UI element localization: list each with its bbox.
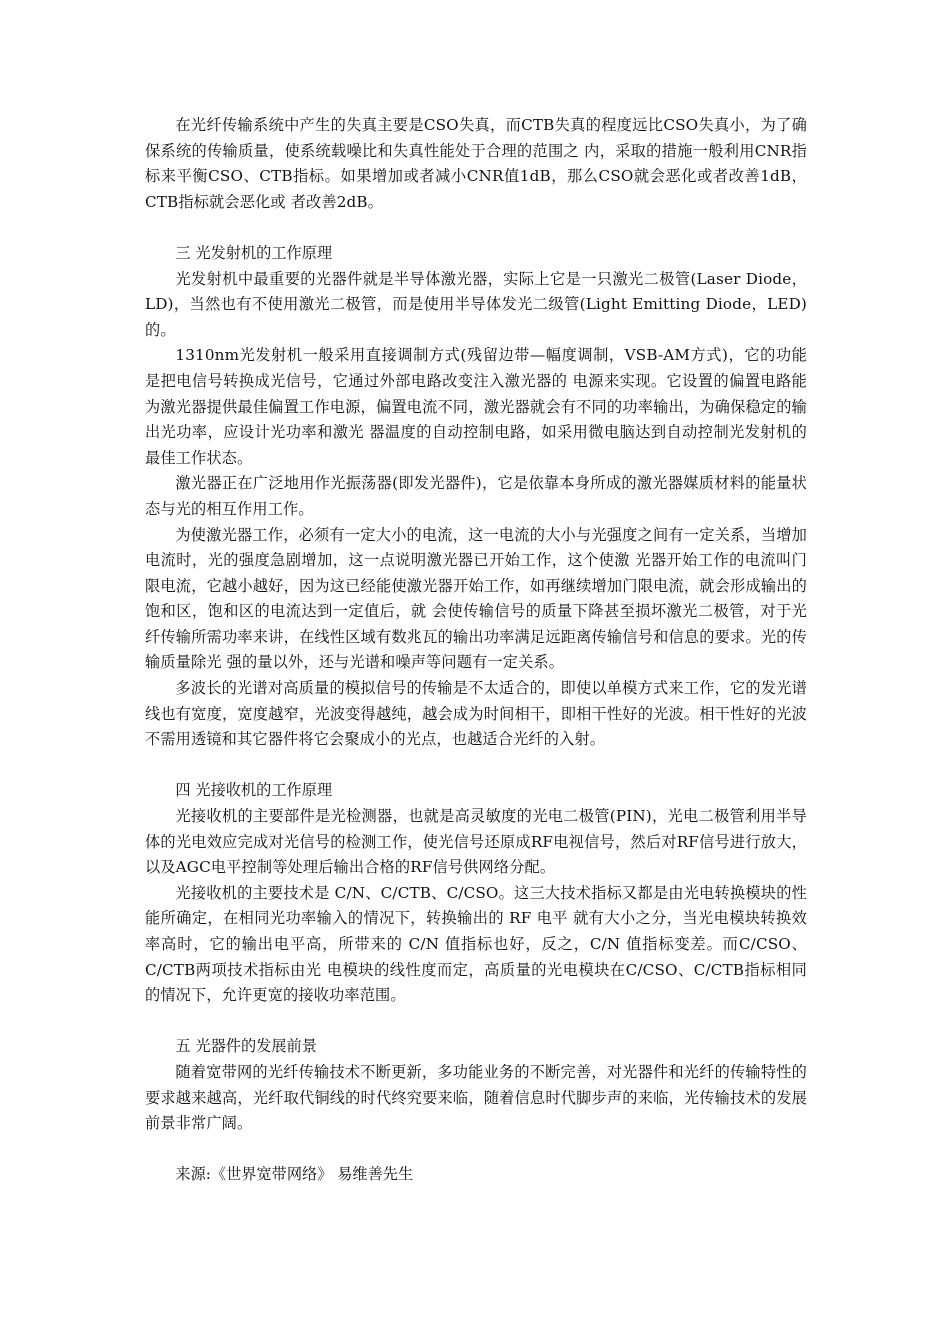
section-spacer — [145, 215, 807, 241]
section-5-paragraph-1: 随着宽带网的光纤传输技术不断更新，多功能业务的不断完善，对光器件和光纤的传输特性的要求越来越高，光纤取代铜线的时代终究要来临，随着信息时代脚步声的来临，光传输技术的发展前景非常广阔。 — [145, 1062, 807, 1133]
section-3-heading: 三 光发射机的工作原理 — [175, 243, 333, 262]
section-spacer — [145, 1137, 807, 1163]
section-spacer — [145, 753, 807, 779]
document-body — [145, 113, 807, 1188]
section-5-heading: 五 光器件的发展前景 — [175, 1037, 317, 1056]
section-spacer — [145, 1009, 807, 1035]
section-4-heading: 四 光接收机的工作原理 — [175, 781, 333, 800]
section-3-paragraph-1: 光发射机中最重要的光器件就是半导体激光器，实际上它是一只激光二极管(Laser Diode，LD)，当然也有不使用激光二极管，而是使用半导体发光二级管(Light Emitting Diode，LED)的。 — [145, 269, 807, 339]
section-3-paragraph-3: 激光器正在广泛地用作光振荡器(即发光器件)，它是依靠本身所成的激光器媒质材料的能量状态与光的相互作用工作。 — [145, 474, 807, 518]
source-attribution: 来源:《世界宽带网络》 易维善先生 — [175, 1165, 414, 1184]
section-3-paragraph-5: 多波长的光谱对高质量的模拟信号的传输是不太适合的，即使以单模方式来工作，它的发光谱线也有宽度，宽度越窄，光波变得越纯，越会成为时间相干，即相干性好的光波。相干性好的光波不需用透镜和其它器件将它会聚成小的光点，也越适合光纤的入射。 — [145, 679, 807, 749]
section-3-paragraph-4: 为使激光器工作，必须有一定大小的电流，这一电流的大小与光强度之间有一定关系，当增加电流时，光的强度急剧增加，这一点说明激光器已开始工作，这个使激 光器开始工作的电流叫门限电流，它越小越好，因为这已经能使激光器开始工作，如再继续增加门限电流，就会形成输出的饱和区，饱和区的电流达到一定值后，就 会使传输信号的质量下降甚至损坏激光二极管，对于光纤传输所需功率来讲，在线性区域有数兆瓦的输出功率满足远距离传输信号和信息的要求。光的传输质量除光 强的量以外，还与光谱和噪声等问题有一定关系。 — [145, 525, 807, 672]
section-4-paragraph-1: 光接收机的主要部件是光检测器，也就是高灵敏度的光电二极管(PIN)，光电二极管利用半导体的光电效应完成对光信号的检测工作，使光信号还原成RF电视信号，然后对RF信号进行放大，以及AGC电平控制等处理后输出合格的RF信号供网络分配。 — [145, 807, 807, 877]
section-4-paragraph-2: 光接收机的主要技术是 C/N、C/CTB、C/CSO。这三大技术指标又都是由光电转换模块的性能所确定，在相同光功率输入的情况下，转换输出的 RF 电平 就有大小之分，当光电模块转换效率高时，它的输出电平高，所带来的 C/N 值指标也好，反之，C/N 值指标变差。而C/CSO、C/CTB两项技术指标由光 电模块的线性度而定，高质量的光电模块在C/CSO、C/CTB指标相同的情况下，允许更宽的接收功率范围。 — [145, 883, 807, 1005]
intro-paragraph: 在光纤传输系统中产生的失真主要是CSO失真，而CTB失真的程度远比CSO失真小，为了确保系统的传输质量，使系统载噪比和失真性能处于合理的范围之 内，采取的措施一般利用CNR指标来平衡CSO、CTB指标。如果增加或者减小CNR值1dB，那么CSO就会恶化或者改善1dB，CTB指标就会恶化或 者改善2dB。 — [145, 116, 807, 211]
section-3-paragraph-2: 1310nm光发射机一般采用直接调制方式(残留边带—幅度调制，VSB-AM方式)，它的功能是把电信号转换成光信号，它通过外部电路改变注入激光器的 电源来实现。它设置的偏置电路能为激光器提供最佳偏置工作电源，偏置电流不同，激光器就会有不同的功率输出，为确保稳定的输出光功率，应设计光功率和激光 器温度的自动控制电路，如采用微电脑达到自动控制光发射机的最佳工作状态。 — [145, 346, 807, 467]
